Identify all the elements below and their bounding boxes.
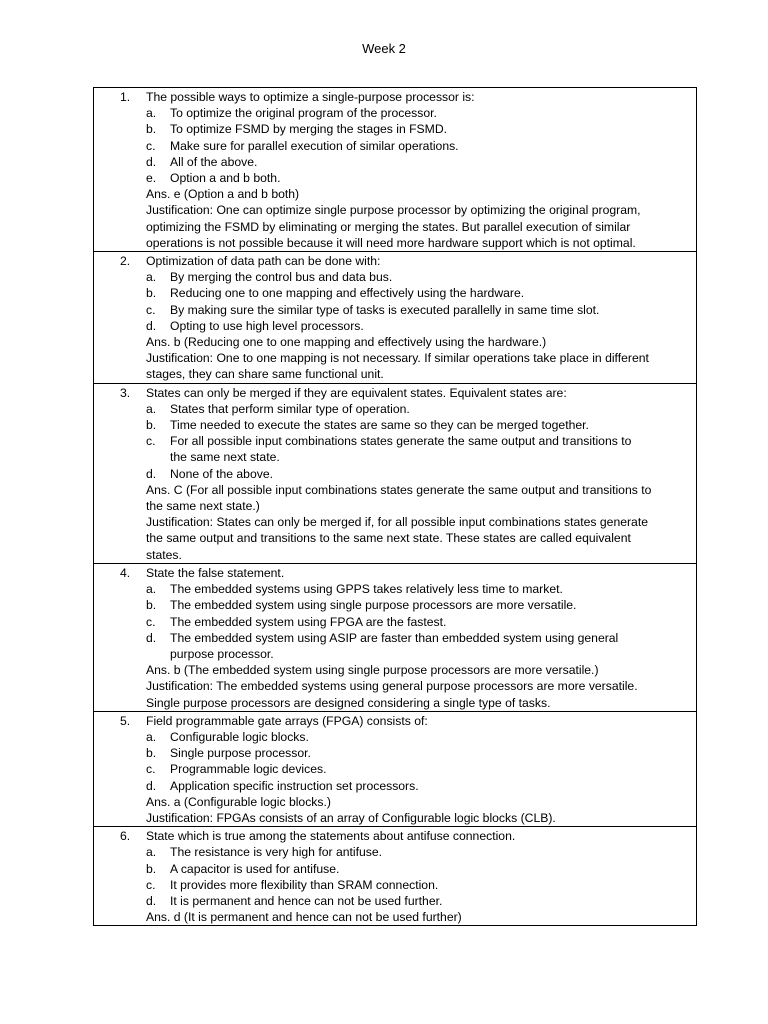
- option-line: [94, 778, 696, 794]
- option-text: None of the above.: [170, 466, 273, 481]
- question-text: Field programmable gate arrays (FPGA) consists of:: [146, 713, 428, 728]
- question-cell: [94, 827, 697, 926]
- option-text-continued: purpose processor.: [170, 646, 274, 661]
- option-text: By making sure the similar type of tasks is executed parallelly in same time slot.: [170, 302, 600, 317]
- option-letter: c.: [146, 302, 156, 317]
- option-letter: d.: [146, 154, 157, 169]
- answer-line: Ans. d (It is permanent and hence can not be used further): [146, 910, 462, 925]
- question-text: The possible ways to optimize a single-purpose processor is:: [146, 90, 475, 104]
- option-text: Make sure for parallel execution of similar operations.: [170, 138, 459, 153]
- option-line: [94, 844, 696, 860]
- justification-line: Justification: The embedded systems using general purpose processors are more versatile.: [146, 679, 638, 694]
- question-line: [94, 713, 696, 729]
- question-row: [94, 252, 697, 384]
- option-line: [94, 318, 696, 334]
- question-line: [94, 253, 696, 269]
- option-line: [94, 761, 696, 777]
- option-letter: c.: [146, 434, 156, 449]
- option-letter: a.: [146, 729, 157, 744]
- option-line: [94, 597, 696, 613]
- option-line: [94, 401, 696, 417]
- option-line: [94, 581, 696, 597]
- option-letter: d.: [146, 893, 157, 908]
- question-cell: [94, 383, 697, 563]
- option-line: [94, 745, 696, 761]
- option-letter: c.: [146, 877, 156, 892]
- option-text: It provides more flexibility than SRAM connection.: [170, 877, 439, 892]
- option-letter: b.: [146, 746, 157, 761]
- option-letter: e.: [146, 171, 157, 186]
- option-line: [94, 729, 696, 745]
- option-text: To optimize FSMD by merging the stages in FSMD.: [170, 122, 448, 137]
- justification-line: Justification: One can optimize single purpose processor by optimizing the original program,: [146, 203, 641, 218]
- option-text: States that perform similar type of operation.: [170, 401, 410, 416]
- justification-line: Justification: One to one mapping is not necessary. If similar operations take place in different: [146, 351, 649, 366]
- question-number: 3.: [120, 385, 131, 400]
- option-line: [94, 154, 696, 170]
- option-letter: b.: [146, 861, 157, 876]
- answer-line: the same next state.): [146, 499, 260, 514]
- question-row: [94, 383, 697, 563]
- question-number: 1.: [120, 90, 131, 104]
- justification-line: Justification: FPGAs consists of an array of Configurable logic blocks (CLB).: [146, 810, 556, 825]
- questions-table: [93, 87, 697, 926]
- option-line: [94, 121, 696, 137]
- question-line: [94, 385, 696, 401]
- option-letter: c.: [146, 762, 156, 777]
- option-letter: b.: [146, 286, 157, 301]
- option-text: A capacitor is used for antifuse.: [170, 861, 340, 876]
- option-letter: b.: [146, 418, 157, 433]
- justification-line: states.: [146, 547, 182, 562]
- option-line: [94, 170, 696, 186]
- option-letter: b.: [146, 122, 157, 137]
- question-row: [94, 711, 697, 826]
- question-cell: [94, 252, 697, 384]
- option-text: By merging the control bus and data bus.: [170, 270, 393, 285]
- option-text: The embedded system using FPGA are the fastest.: [170, 614, 447, 629]
- option-text: Opting to use high level processors.: [170, 318, 364, 333]
- option-text: The embedded system using ASIP are faster than embedded system using general: [170, 630, 619, 645]
- option-line: [94, 466, 696, 482]
- question-text: Optimization of data path can be done with:: [146, 254, 381, 269]
- option-text: Reducing one to one mapping and effectively using the hardware.: [170, 286, 525, 301]
- question-cell: [94, 88, 697, 252]
- option-letter: b.: [146, 598, 157, 613]
- option-text: To optimize the original program of the processor.: [170, 106, 437, 121]
- option-letter: d.: [146, 630, 157, 645]
- question-row: [94, 827, 697, 926]
- option-text: All of the above.: [170, 154, 258, 169]
- question-number: 2.: [120, 254, 131, 269]
- option-line: [94, 893, 696, 909]
- question-text: State which is true among the statements about antifuse connection.: [146, 829, 516, 844]
- justification-line: stages, they can share same functional unit.: [146, 367, 384, 382]
- question-text: State the false statement.: [146, 565, 285, 580]
- question-line: [94, 828, 696, 844]
- option-letter: a.: [146, 845, 157, 860]
- option-text: Option a and b both.: [170, 171, 281, 186]
- justification-line: Single purpose processors are designed considering a single type of tasks.: [146, 695, 551, 710]
- option-line: [94, 417, 696, 433]
- option-text: Programmable logic devices.: [170, 762, 327, 777]
- option-line: [94, 302, 696, 318]
- option-text: The embedded systems using GPPS takes relatively less time to market.: [170, 582, 563, 597]
- question-number: 4.: [120, 565, 131, 580]
- justification-line: optimizing the FSMD by eliminating or merging the states. But parallel execution of similar: [146, 219, 631, 234]
- justification-line: the same output and transitions to the same next state. These states are called equivalent: [146, 531, 631, 546]
- option-line: [94, 138, 696, 154]
- question-number: 6.: [120, 829, 131, 844]
- option-letter: a.: [146, 582, 157, 597]
- answer-line: Ans. e (Option a and b both): [146, 187, 300, 202]
- question-row: [94, 563, 697, 711]
- answer-line: Ans. C (For all possible input combinations states generate the same output and transitions to: [146, 482, 652, 497]
- option-letter: d.: [146, 318, 157, 333]
- answer-line: Ans. a (Configurable logic blocks.): [146, 794, 331, 809]
- option-text-continued: the same next state.: [170, 450, 280, 465]
- justification-line: Justification: States can only be merged if, for all possible input combinations states generate: [146, 515, 648, 530]
- option-text: The resistance is very high for antifuse.: [170, 845, 383, 860]
- question-cell: [94, 711, 697, 826]
- question-line: [94, 89, 696, 105]
- option-letter: c.: [146, 614, 156, 629]
- option-letter: d.: [146, 466, 157, 481]
- option-letter: a.: [146, 401, 157, 416]
- option-letter: c.: [146, 138, 156, 153]
- option-line: [94, 433, 696, 449]
- question-text: States can only be merged if they are equivalent states. Equivalent states are:: [146, 385, 567, 400]
- option-line: [94, 105, 696, 121]
- option-letter: a.: [146, 106, 157, 121]
- questions-table-body: [94, 88, 697, 926]
- option-letter: d.: [146, 778, 157, 793]
- option-text: Application specific instruction set processors.: [170, 778, 419, 793]
- question-line: [94, 565, 696, 581]
- question-cell: [94, 563, 697, 711]
- answer-line: Ans. b (The embedded system using single purpose processors are more versatile.): [146, 663, 599, 678]
- option-line: [94, 269, 696, 285]
- option-text: Single purpose processor.: [170, 746, 311, 761]
- option-text: For all possible input combinations states generate the same output and transitions to: [170, 434, 632, 449]
- option-text: The embedded system using single purpose processors are more versatile.: [170, 598, 577, 613]
- option-text: Configurable logic blocks.: [170, 729, 309, 744]
- question-number: 5.: [120, 713, 131, 728]
- option-text: It is permanent and hence can not be used further.: [170, 893, 443, 908]
- option-line: [94, 877, 696, 893]
- option-line: [94, 614, 696, 630]
- option-text: Time needed to execute the states are same so they can be merged together.: [170, 418, 589, 433]
- option-line: [94, 861, 696, 877]
- justification-line: operations is not possible because it will need more hardware support which is not optimal.: [146, 235, 636, 250]
- option-line: [94, 285, 696, 301]
- question-row: [94, 88, 697, 252]
- answer-line: Ans. b (Reducing one to one mapping and effectively using the hardware.): [146, 335, 547, 350]
- option-letter: a.: [146, 270, 157, 285]
- option-line: [94, 630, 696, 646]
- page-title: Week 2: [362, 41, 406, 56]
